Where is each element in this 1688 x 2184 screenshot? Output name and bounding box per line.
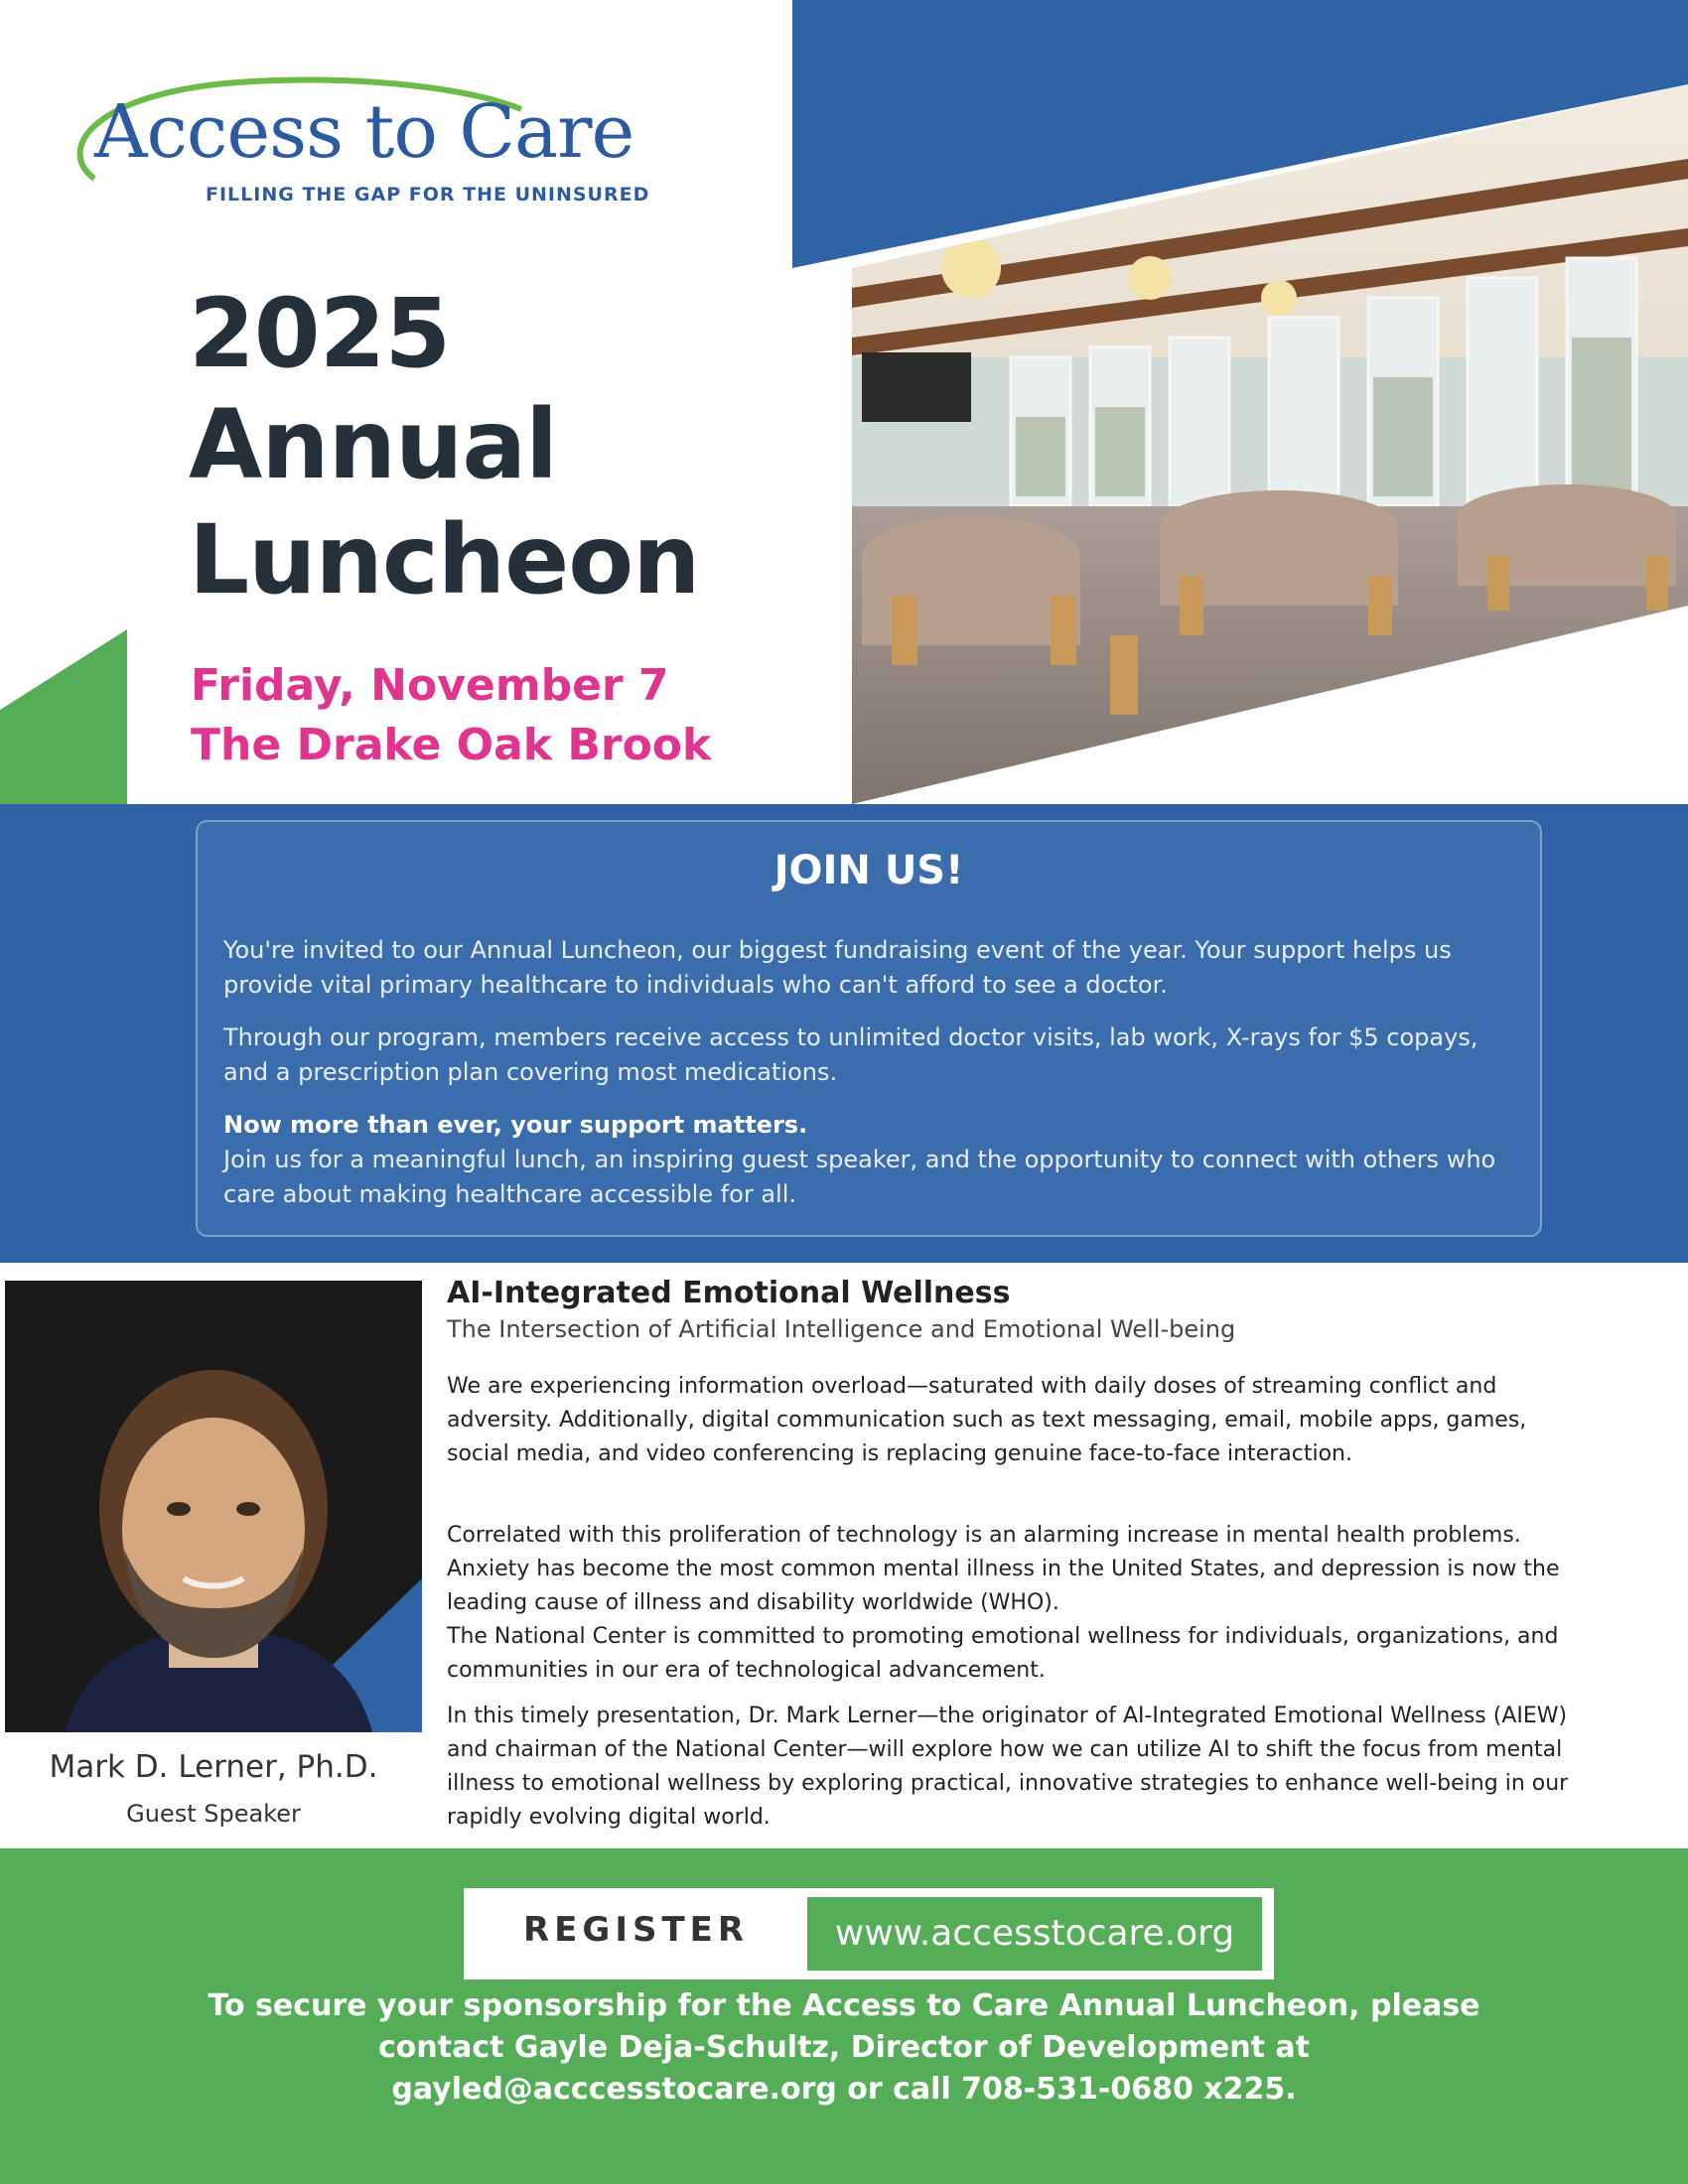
register-button[interactable] [464, 1888, 1274, 1979]
speaker-name: Mark D. Lerner, Ph.D. [49, 1749, 378, 1785]
green-corner-shape [0, 629, 127, 804]
sponsorship-line-1: To secure your sponsorship for the Access to Care Annual Luncheon, please [208, 1988, 1480, 2023]
sponsorship-line-2: contact Gayle Deja-Schultz, Director of Development at [378, 2030, 1310, 2065]
event-title-line2: Annual [189, 389, 558, 500]
event-venue: The Drake Oak Brook [191, 720, 712, 770]
talk-subtitle: The Intersection of Artificial Intelligence and Emotional Well-being [447, 1315, 1236, 1343]
register-url-link[interactable]: www.accesstocare.org [807, 1897, 1262, 1971]
logo-tagline: FILLING THE GAP FOR THE UNINSURED [206, 184, 650, 205]
logo [55, 69, 670, 218]
talk-paragraph-2b: The National Center is committed to promoting emotional wellness for individuals, organizations, and communities in our era of technological advancement. [447, 1624, 1559, 1683]
speaker-role: Guest Speaker [126, 1800, 301, 1828]
speaker-photo [5, 1281, 422, 1732]
sponsorship-line-3: gayled@acccesstocare.org or call 708-531-0680 x225. [391, 2072, 1297, 2107]
register-label: REGISTER [523, 1910, 750, 1950]
talk-title: AI-Integrated Emotional Wellness [447, 1276, 1011, 1310]
event-date: Friday, November 7 [191, 660, 669, 711]
talk-paragraph-2: Correlated with this proliferation of technology is an alarming increase in mental health problems. Anxiety has become the most common mental illness in the United States, and depression is now the leading cause of illness and disability worldwide (WHO). [447, 1523, 1560, 1615]
talk-paragraph-1: We are experiencing information overload—saturated with daily doses of streaming conflict and adversity. Additionally, digital communication such as text messaging, email, mobile apps, games, social media, and video conferencing is replacing genuine face-to-face interaction. [447, 1374, 1527, 1466]
event-year: 2025 [189, 278, 451, 389]
join-paragraph-3-text: Join us for a meaningful lunch, an inspiring guest speaker, and the opportunity to connect with others who care about making healthcare accessible for all. [223, 1146, 1496, 1208]
join-emphasis: Now more than ever, your support matters. [223, 1111, 808, 1139]
join-paragraph-3 [223, 1108, 1504, 1212]
join-paragraph-1: You're invited to our Annual Luncheon, our biggest fundraising event of the year. Your support helps us provide vital primary healthcare to individuals who can't afford to see a doctor. [223, 936, 1452, 999]
event-title-line3: Luncheon [189, 504, 700, 615]
join-us-card [196, 820, 1542, 1237]
join-paragraph-2: Through our program, members receive access to unlimited doctor visits, lab work, X-rays for $5 copays, and a prescription plan covering most medications. [223, 1024, 1478, 1086]
talk-paragraph-3: In this timely presentation, Dr. Mark Lerner—the originator of AI-Integrated Emotional Wellness (AIEW) and chairman of the National Center—will explore how we can utilize AI to shift the focus from mental illness to emotional wellness by exploring practical, innovative strategies to enhance well-being in our rapidly evolving digital world. [447, 1704, 1569, 1830]
venue-photo [852, 0, 1688, 804]
join-us-title: JOIN US! [774, 848, 964, 893]
sponsorship-text [99, 1985, 1589, 2111]
logo-name: Access to Care [94, 89, 634, 175]
